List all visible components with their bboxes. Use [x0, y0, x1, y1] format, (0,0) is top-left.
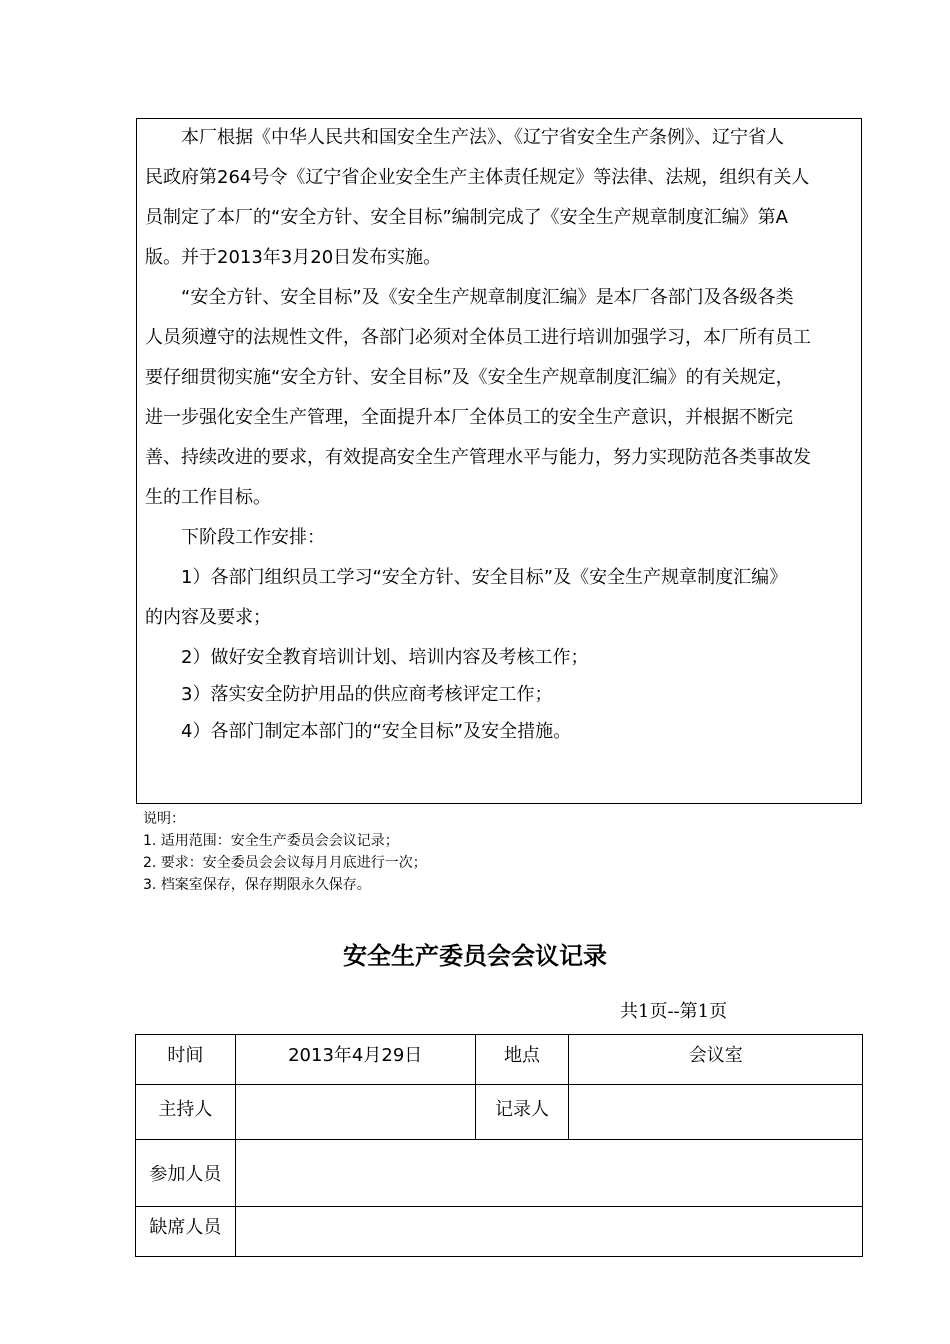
list-item: 的内容及要求； — [145, 607, 271, 628]
page-count: 共1页--第1页 — [620, 1001, 728, 1022]
notes-item: 2. 要求：安全委员会会议每月月底进行一次； — [143, 855, 427, 871]
meeting-record-table — [135, 1034, 863, 1257]
recorder-label: 记录人 — [475, 1085, 569, 1140]
paragraph-line: 进一步强化安全生产管理，全面提升本厂全体员工的安全生产意识，并根据不断完 — [145, 407, 793, 428]
time-label: 时间 — [136, 1035, 236, 1085]
host-label: 主持人 — [136, 1085, 236, 1140]
paragraph-line: 人员须遵守的法规性文件，各部门必须对全体员工进行培训加强学习，本厂所有员工 — [145, 327, 811, 348]
table-row — [136, 1085, 863, 1140]
table-row — [136, 1140, 863, 1207]
table-row — [136, 1035, 863, 1085]
paragraph-line: 要仔细贯彻实施“安全方针、安全目标”及《安全生产规章制度汇编》的有关规定， — [145, 367, 794, 388]
attendees-label: 参加人员 — [136, 1140, 236, 1207]
place-label: 地点 — [475, 1035, 569, 1085]
time-value[interactable]: 2013年4月29日 — [235, 1035, 475, 1085]
notes-heading: 说明： — [143, 811, 185, 827]
paragraph-line: 民政府第264号令《辽宁省企业安全生产主体责任规定》等法律、法规，组织有关人 — [145, 167, 810, 188]
recorder-value[interactable] — [569, 1085, 863, 1140]
place-value[interactable]: 会议室 — [569, 1035, 863, 1085]
notes-section — [143, 808, 427, 896]
list-item: 3）落实安全防护用品的供应商考核评定工作； — [181, 684, 553, 705]
attendees-value[interactable] — [235, 1140, 862, 1207]
notes-item: 3. 档案室保存，保存期限永久保存。 — [143, 877, 371, 893]
list-item: 1）各部门组织员工学习“安全方针、安全目标”及《安全生产规章制度汇编》 — [181, 567, 788, 588]
list-item: 2）做好安全教育培训计划、培训内容及考核工作； — [181, 647, 589, 668]
document-title: 安全生产委员会会议记录 — [343, 942, 607, 970]
absentees-label: 缺席人员 — [136, 1207, 236, 1257]
paragraph-line: 本厂根据《中华人民共和国安全生产法》、《辽宁省安全生产条例》、辽宁省人 — [181, 127, 784, 148]
table-row — [136, 1207, 863, 1257]
paragraph-line: 版。并于2013年3月20日发布实施。 — [145, 247, 442, 268]
section-heading: 下阶段工作安排： — [181, 527, 325, 548]
meeting-content-box — [136, 118, 862, 804]
paragraph-line: “安全方针、安全目标”及《安全生产规章制度汇编》是本厂各部门及各级各类 — [181, 287, 794, 308]
host-value[interactable] — [235, 1085, 475, 1140]
notes-item: 1. 适用范围：安全生产委员会会议记录； — [143, 833, 399, 849]
list-item: 4）各部门制定本部门的“安全目标”及安全措施。 — [181, 721, 572, 742]
paragraph-line: 员制定了本厂的“安全方针、安全目标”编制完成了《安全生产规章制度汇编》第A — [145, 207, 788, 228]
paragraph-line: 生的工作目标。 — [145, 487, 271, 508]
absentees-value[interactable] — [235, 1207, 862, 1257]
paragraph-line: 善、持续改进的要求，有效提高安全生产管理水平与能力，努力实现防范各类事故发 — [145, 447, 811, 468]
